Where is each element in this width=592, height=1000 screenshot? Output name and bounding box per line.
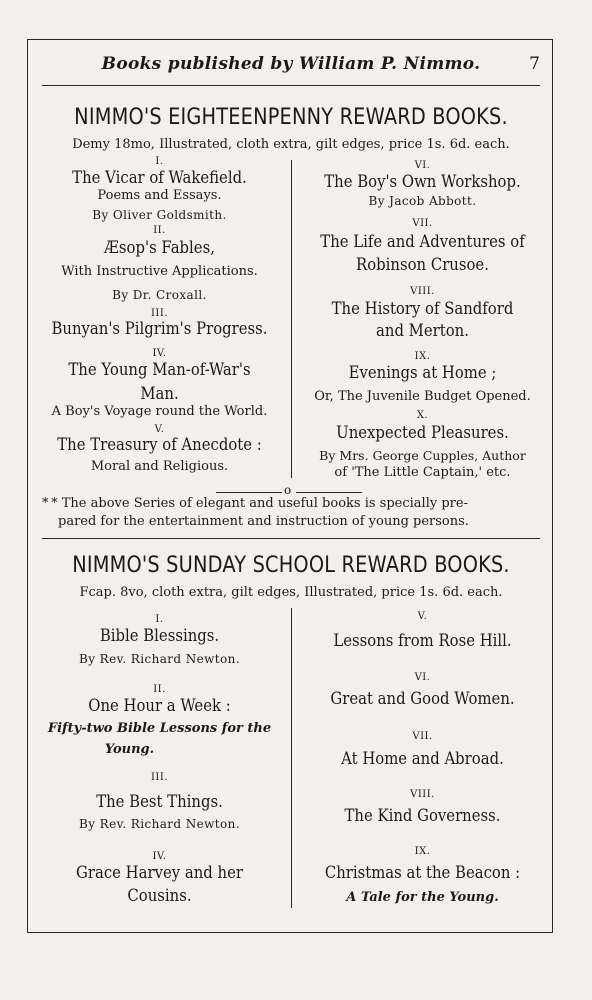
book-subtitle: Poems and Essays.	[97, 188, 222, 203]
book-title: Bunyan's Pilgrim's Progress.	[51, 319, 268, 338]
book-subtitle: Moral and Religious.	[90, 459, 229, 474]
book-number: II.	[153, 225, 166, 236]
book-number: VIII.	[410, 286, 435, 297]
book-subtitle: Fifty-two Bible Lessons for the	[47, 721, 272, 736]
book-number: IX.	[414, 846, 431, 857]
book-title: Lessons from Rose Hill.	[333, 631, 512, 650]
series-note-line1: The above Series of elegant and useful books is specially pre-	[61, 496, 468, 511]
book-title: Great and Good Women.	[330, 689, 515, 708]
book-title: One Hour a Week :	[88, 696, 231, 715]
section2-column-rule	[291, 608, 292, 908]
book-number: IV.	[152, 851, 167, 862]
book-title: The Young Man-of-War's	[68, 360, 251, 379]
book-title: The Life and Adventures of	[320, 232, 525, 251]
section1-subtitle: Demy 18mo, Illustrated, cloth extra, gilt edges, price 1s. 6d. each.	[72, 137, 510, 152]
book-number: V.	[154, 424, 165, 435]
book-number: VII.	[412, 731, 433, 742]
book-title: The Kind Governess.	[344, 806, 501, 825]
section-rule	[42, 538, 540, 539]
book-title: Bible Blessings.	[99, 626, 220, 645]
section1-title: NIMMO'S EIGHTEENPENNY REWARD BOOKS.	[74, 104, 508, 130]
book-number: I.	[155, 156, 164, 167]
book-number: VIII.	[410, 789, 435, 800]
book-subtitle: A Tale for the Young.	[346, 890, 499, 905]
book-title-line2: Robinson Crusoe.	[356, 255, 489, 274]
asterism-mark: * *	[42, 496, 58, 511]
book-number: VII.	[412, 218, 433, 229]
book-title: The Best Things.	[96, 792, 223, 811]
book-title-line2: Cousins.	[127, 886, 192, 905]
book-number: VI.	[414, 672, 431, 683]
book-number: III.	[150, 772, 169, 783]
book-number: III.	[150, 308, 169, 319]
book-number: VI.	[414, 160, 431, 171]
book-author: By Dr. Croxall.	[112, 288, 207, 302]
book-subtitle-line2: of 'The Little Captain,' etc.	[334, 465, 511, 480]
book-subtitle: With Instructive Applications.	[61, 264, 258, 279]
section2-title: NIMMO'S SUNDAY SCHOOL REWARD BOOKS.	[72, 552, 510, 578]
book-number: IV.	[152, 348, 167, 359]
section-divider: o	[216, 486, 366, 498]
book-number: V.	[417, 611, 428, 622]
page-number: 7	[529, 54, 540, 74]
book-title: Æsop's Fables,	[104, 238, 215, 257]
book-title: Christmas at the Beacon :	[324, 863, 521, 882]
book-title-line2: Man.	[140, 384, 179, 403]
book-author: By Oliver Goldsmith.	[92, 208, 227, 222]
book-number: X.	[416, 410, 429, 421]
section2-subtitle: Fcap. 8vo, cloth extra, gilt edges, Illustrated, price 1s. 6d. each.	[79, 585, 503, 600]
running-header: Books published by William P. Nimmo.	[101, 54, 481, 74]
book-number: II.	[153, 684, 166, 695]
book-title: Unexpected Pleasures.	[336, 423, 509, 442]
series-note	[42, 496, 540, 511]
book-subtitle: By Mrs. George Cupples, Author	[319, 448, 526, 463]
book-subtitle: A Boy's Voyage round the World.	[51, 404, 268, 419]
book-subtitle-line2: Young.	[104, 742, 155, 757]
book-title: Evenings at Home ;	[348, 363, 497, 382]
book-title: The Treasury of Anecdote :	[57, 435, 262, 454]
book-title-line2: and Merton.	[376, 321, 469, 340]
book-author: By Rev. Richard Newton.	[79, 652, 240, 666]
book-title: The Boy's Own Workshop.	[324, 172, 521, 191]
page-frame	[27, 39, 553, 933]
book-title: The History of Sandford	[331, 299, 514, 318]
book-title: At Home and Abroad.	[341, 749, 504, 768]
book-title: Grace Harvey and her	[76, 863, 243, 882]
book-title: The Vicar of Wakefield.	[72, 168, 247, 187]
book-author: By Rev. Richard Newton.	[79, 817, 240, 831]
book-subtitle: Or, The Juvenile Budget Opened.	[314, 389, 531, 404]
series-note-line2: pared for the entertainment and instruction of young persons.	[58, 514, 469, 529]
header-rule	[42, 85, 540, 86]
book-author: By Jacob Abbott.	[368, 194, 477, 208]
book-number: IX.	[414, 351, 431, 362]
book-number: I.	[155, 614, 164, 625]
